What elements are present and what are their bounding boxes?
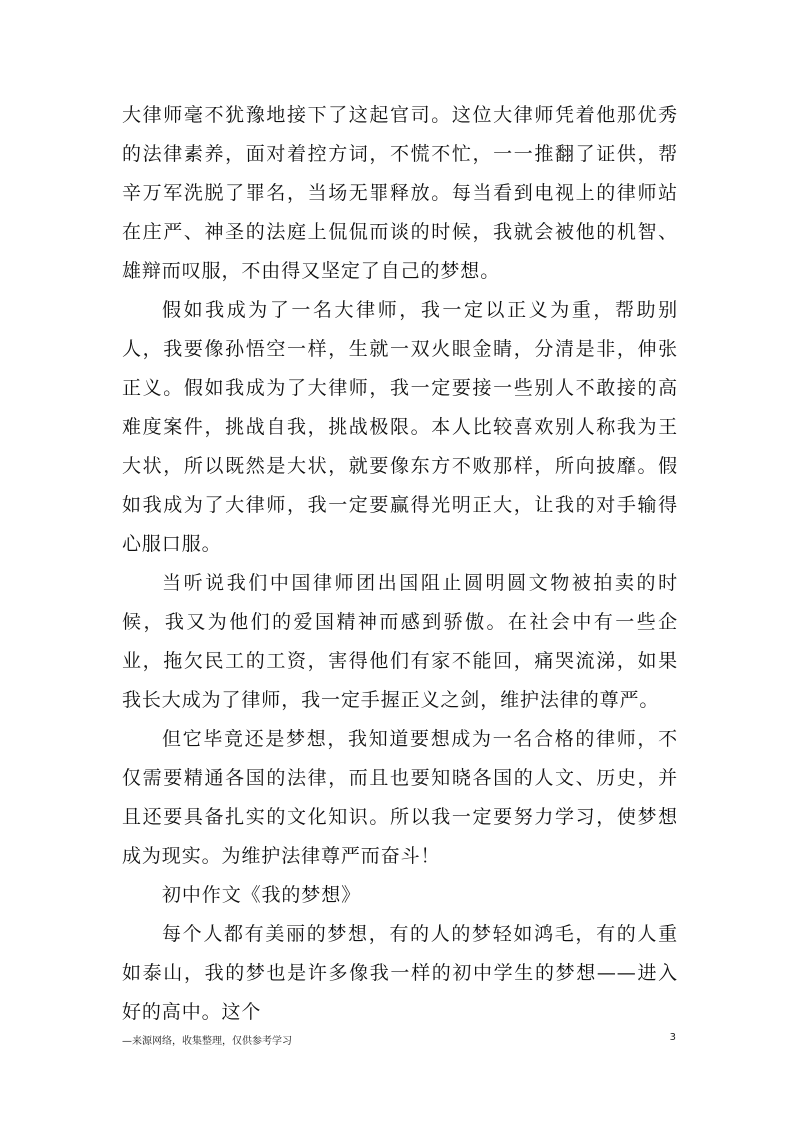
paragraph-1: 大律师毫不犹豫地接下了这起官司。这位大律师凭着他那优秀的法律素养，面对着控方词，不慌不忙，一一推翻了证供，帮辛万军洗脱了罪名，当场无罪释放。每当看到电视上的律师站在庄严、神圣的法庭上侃侃而谈的时候，我就会被他的机智、雄辩而叹服，不由得又坚定了自己的梦想。: [122, 104, 678, 282]
document-body: [122, 96, 678, 1032]
paragraph-4: 但它毕竟还是梦想，我知道要想成为一名合格的律师，不仅需要精通各国的法律，而且也要知晓各国的人文、历史，并且还要具备扎实的文化知识。所以我一定要努力学习，使梦想成为现实。为维护法律尊严而奋斗！: [122, 728, 678, 867]
page-footer: [122, 1032, 676, 1048]
footer-note: —来源网络，收集整理，仅供参考学习: [122, 1036, 292, 1047]
paragraph-2: 假如我成为了一名大律师，我一定以正义为重，帮助别人，我要像孙悟空一样，生就一双火眼金睛，分清是非，伸张正义。假如我成为了大律师，我一定要接一些别人不敢接的高难度案件，挑战自我，挑战极限。本人比较喜欢别人称我为王大状，所以既然是大状，就要像东方不败那样，所向披靡。假如我成为了大律师，我一定要赢得光明正大，让我的对手输得心服口服。: [122, 299, 678, 555]
section-heading: 初中作文《我的梦想》: [162, 884, 362, 906]
paragraph-3: 当听说我们中国律师团出国阻止圆明圆文物被拍卖的时候，我又为他们的爱国精神而感到骄傲。在社会中有一些企业，拖欠民工的工资，害得他们有家不能回，痛哭流涕，如果我长大成为了律师，我一定手握正义之剑，维护法律的尊严。: [122, 572, 678, 711]
page-number: 3: [669, 1032, 676, 1043]
paragraph-5: 每个人都有美丽的梦想，有的人的梦轻如鸿毛，有的人重如泰山，我的梦也是许多像我一样的初中学生的梦想——进入好的高中。这个: [122, 923, 678, 1023]
